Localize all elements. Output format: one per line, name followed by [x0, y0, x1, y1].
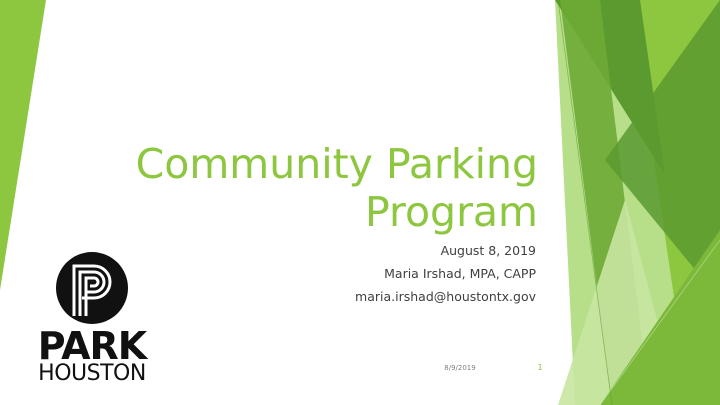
- logo-text-park: PARK: [37, 324, 147, 368]
- presentation-date: August 8, 2019: [440, 243, 536, 258]
- title-line-1: Community Parking: [135, 140, 538, 188]
- presenter-name: Maria Irshad, MPA, CAPP: [384, 266, 536, 281]
- slide-subtitle: [236, 239, 536, 308]
- title-line-2: Program: [365, 188, 538, 236]
- footer-date: 8/9/2019: [444, 364, 476, 372]
- logo-text-houston: HOUSTON: [38, 361, 146, 386]
- slide-title: [118, 140, 538, 236]
- presenter-email: maria.irshad@houstontx.gov: [355, 289, 536, 304]
- page-number: 1: [537, 363, 543, 372]
- left-green-slant: [0, 0, 46, 290]
